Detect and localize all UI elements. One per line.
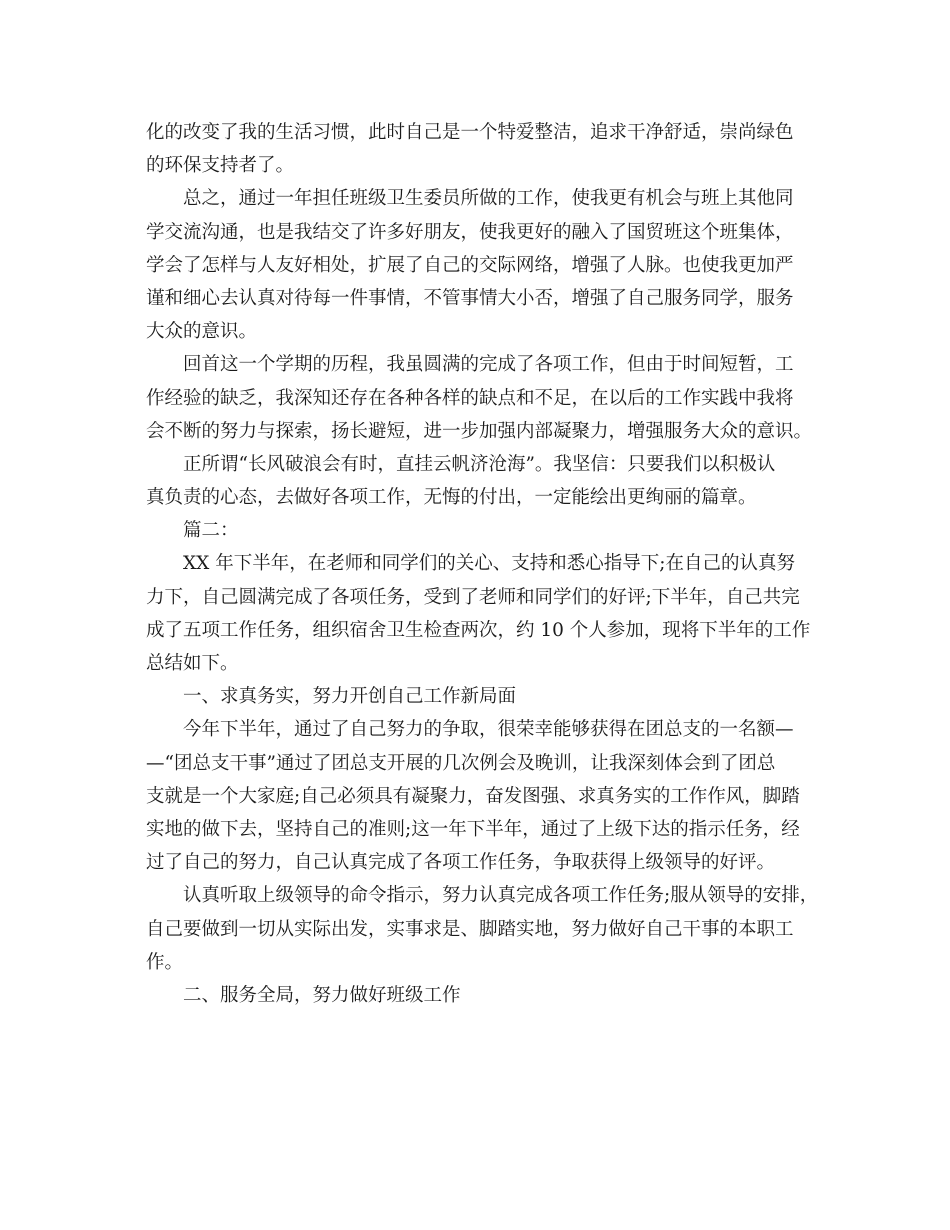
text-line: 支就是一个大家庭;自己必须具有凝聚力，奋发图强、求真务实的工作作风，脚踏 <box>146 785 800 807</box>
text-line: 作。 <box>146 951 184 973</box>
text-line: 今年下半年，通过了自己努力的争取，很荣幸能够获得在团总支的一名额— <box>183 719 794 741</box>
text-line: 一、求真务实，努力开创自己工作新局面 <box>183 686 517 708</box>
text-line: —“团总支干事”通过了团总支开展的几次例会及晚训，让我深刻体会到了团总 <box>146 752 776 774</box>
text-line: 自己要做到一切从实际出发，实事求是、脚踏实地，努力做好自己干事的本职工 <box>146 918 794 940</box>
text-line: 谨和细心去认真对待每一件事情，不管事情大小否，增强了自己服务同学，服务 <box>146 287 794 309</box>
text-line: 作经验的缺乏，我深知还存在各种各样的缺点和不足，在以后的工作实践中我将 <box>146 387 794 409</box>
text-line: 真负责的心态，去做好各项工作，无悔的付出，一定能绘出更绚丽的篇章。 <box>146 487 757 509</box>
text-line: 回首这一个学期的历程，我虽圆满的完成了各项工作，但由于时间短暂，工 <box>183 354 794 376</box>
text-line: 篇二： <box>183 520 239 542</box>
text-line: 大众的意识。 <box>146 321 258 343</box>
text-line: 会不断的努力与探索，扬长避短，进一步加强内部凝聚力，增强服务大众的意识。 <box>146 420 813 442</box>
text-line: 的环保支持者了。 <box>146 155 295 177</box>
text-line: 正所谓“长风破浪会有时，直挂云帆济沧海”。我坚信：只要我们以积极认 <box>183 453 776 475</box>
text-line: 二、服务全局，努力做好班级工作 <box>183 984 461 1006</box>
text-line: 总结如下。 <box>146 653 239 674</box>
document-body <box>146 116 826 1012</box>
text-line: 总之，通过一年担任班级卫生委员所做的工作，使我更有机会与班上其他同 <box>183 188 794 210</box>
text-line: 学会了怎样与人友好相处，扩展了自己的交际网络，增强了人脉。也使我更加严 <box>146 254 794 276</box>
text-line: 化的改变了我的生活习惯，此时自己是一个特爱整洁，追求干净舒适，崇尚绿色 <box>146 122 794 143</box>
text-line: 学交流沟通，也是我结交了许多好朋友，使我更好的融入了国贸班这个班集体， <box>146 221 794 243</box>
text-line: 过了自己的努力，自己认真完成了各项工作任务，争取获得上级领导的好评。 <box>146 852 776 874</box>
text-line: 力下，自己圆满完成了各项任务，受到了老师和同学们的好评;下半年，自己共完 <box>146 586 800 608</box>
text-line: 认真听取上级领导的命令指示，努力认真完成各项工作任务;服从领导的安排， <box>183 885 819 907</box>
text-line: 成了五项工作任务，组织宿舍卫生检查两次，约 10 个人参加，现将下半年的工作 <box>146 619 811 641</box>
text-line: XX 年下半年，在老师和同学们的关心、支持和悉心指导下;在自己的认真努 <box>183 553 795 575</box>
text-line: 实地的做下去，坚持自己的准则;这一年下半年，通过了上级下达的指示任务，经 <box>146 818 800 840</box>
